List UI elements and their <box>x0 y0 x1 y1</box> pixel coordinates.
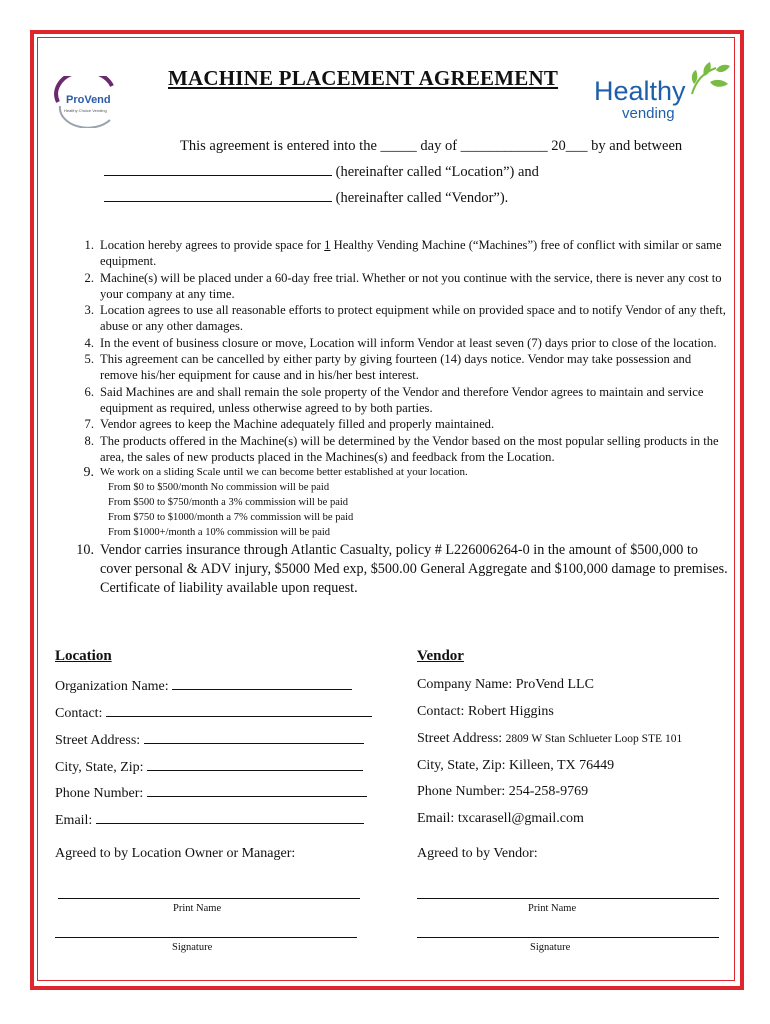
location-city-field: City, State, Zip: <box>55 758 363 776</box>
location-signature-label: Signature <box>172 942 213 953</box>
vendor-contact-field: Contact: Robert Higgins <box>417 704 554 719</box>
location-print-label: Print Name <box>173 903 222 914</box>
list-item: 5. This agreement can be cancelled by either party by giving fourteen (14) days notice. Vendor may take possession and remove his/her equipment for cause and in his/her best interest. <box>84 352 692 383</box>
intro-line-3: (hereinafter called “Vendor”). <box>104 189 508 207</box>
location-phone-field: Phone Number: <box>55 784 367 802</box>
intro-line-1: This agreement is entered into the _____ day of ____________ 20___ by and between <box>180 138 683 154</box>
vendor-heading: Vendor <box>417 648 464 664</box>
provend-logo <box>50 76 130 128</box>
vendor-agreed-label: Agreed to by Vendor: <box>417 846 538 861</box>
location-street-field: Street Address: <box>55 731 364 749</box>
scale-row: From $500 to $750/month a 3% commission will be paid <box>108 497 349 509</box>
healthy-vending-logo <box>594 62 734 124</box>
vendor-print-line[interactable] <box>417 898 719 899</box>
vendor-name-blank[interactable] <box>104 189 332 202</box>
location-email-field: Email: <box>55 811 364 829</box>
list-item-insurance: 10. Vendor carries insurance through Atlantic Casualty, policy # L226006264-0 in the amount of $500,000 to cover personal & ADV injury, $5000 Med exp, $500.00 General Aggregate and $100,000 damage to premises. Certificate of liability available upon request. <box>76 542 728 597</box>
location-org-field: Organization Name: <box>55 677 352 695</box>
list-item: 3. Location agrees to use all reasonable efforts to protect equipment while on provided space and to notify Vendor of any theft, abuse or any other damages. <box>84 303 726 334</box>
vendor-signature-label: Signature <box>530 942 571 953</box>
list-item: 7. Vendor agrees to keep the Machine adequately filled and properly maintained. <box>84 417 495 432</box>
leaf-icon <box>686 62 730 96</box>
healthy-word: Healthy <box>594 76 686 106</box>
intro-line-2: (hereinafter called “Location”) and <box>104 163 539 181</box>
location-print-line[interactable] <box>58 898 360 899</box>
scale-row: From $750 to $1000/month a 7% commission will be paid <box>108 512 354 524</box>
list-item-sliding-scale: 9. We work on a sliding Scale until we can become better established at your location. From $0 to $500/month No commission will be paid From $500 to $750/month a 3% commission will be paid From $750 to $1000/month a 7% commission will be paid From $1000+/month a 10% commission will be paid <box>70 465 730 540</box>
vendor-street-field: Street Address: 2809 W Stan Schlueter Loop STE 101 <box>417 731 683 746</box>
vendor-city-field: City, State, Zip: Killeen, TX 76449 <box>417 758 615 773</box>
phone-input[interactable] <box>147 784 367 797</box>
list-item: 4. In the event of business closure or move, Location will inform Vendor at least seven (7) days prior to close of the location. <box>84 335 717 350</box>
location-name-blank[interactable] <box>104 163 332 176</box>
list-item: 2. Machine(s) will be placed under a 60-day free trial. Whether or not you continue with the service, there is never any cost to your company at any time. <box>84 270 722 301</box>
provend-brand: ProVend <box>66 94 111 106</box>
vendor-signature-line[interactable] <box>417 937 719 938</box>
list-item: 1. Location hereby agrees to provide space for 1 Healthy Vending Machine (“Machines”) free of conflict with similar or same equipment. <box>84 238 722 269</box>
vendor-phone-field: Phone Number: 254-258-9769 <box>417 784 589 799</box>
list-item: 8. The products offered in the Machine(s) will be determined by the Vendor based on the most popular selling products in the area, the sales of new products placed in the Machines(s) and feedback from the Location. <box>84 433 719 464</box>
location-contact-field: Contact: <box>55 704 372 722</box>
email-input[interactable] <box>96 811 364 824</box>
scale-row: From $1000+/month a 10% commission will be paid <box>108 527 331 539</box>
list-item: 6. Said Machines are and shall remain the sole property of the Vendor and therefore Vendor agrees to maintain and service equipment as required, unless otherwise agreed to by both parties. <box>84 384 704 415</box>
org-name-input[interactable] <box>172 677 352 690</box>
city-input[interactable] <box>147 758 363 771</box>
location-heading: Location <box>55 648 112 664</box>
vendor-print-label: Print Name <box>528 903 577 914</box>
location-signature-line[interactable] <box>55 937 357 938</box>
provend-tagline: Healthy Choice Vending <box>64 108 107 113</box>
location-agreed-label: Agreed to by Location Owner or Manager: <box>55 846 296 861</box>
vendor-email-field: Email: txcarasell@gmail.com <box>417 811 584 826</box>
vendor-company-field: Company Name: ProVend LLC <box>417 677 594 692</box>
scale-row: From $0 to $500/month No commission will be paid <box>108 482 330 494</box>
vending-word: vending <box>622 105 675 122</box>
page-title: MACHINE PLACEMENT AGREEMENT <box>168 66 559 90</box>
street-input[interactable] <box>144 731 364 744</box>
terms-list <box>70 237 730 598</box>
contact-input[interactable] <box>106 704 372 717</box>
